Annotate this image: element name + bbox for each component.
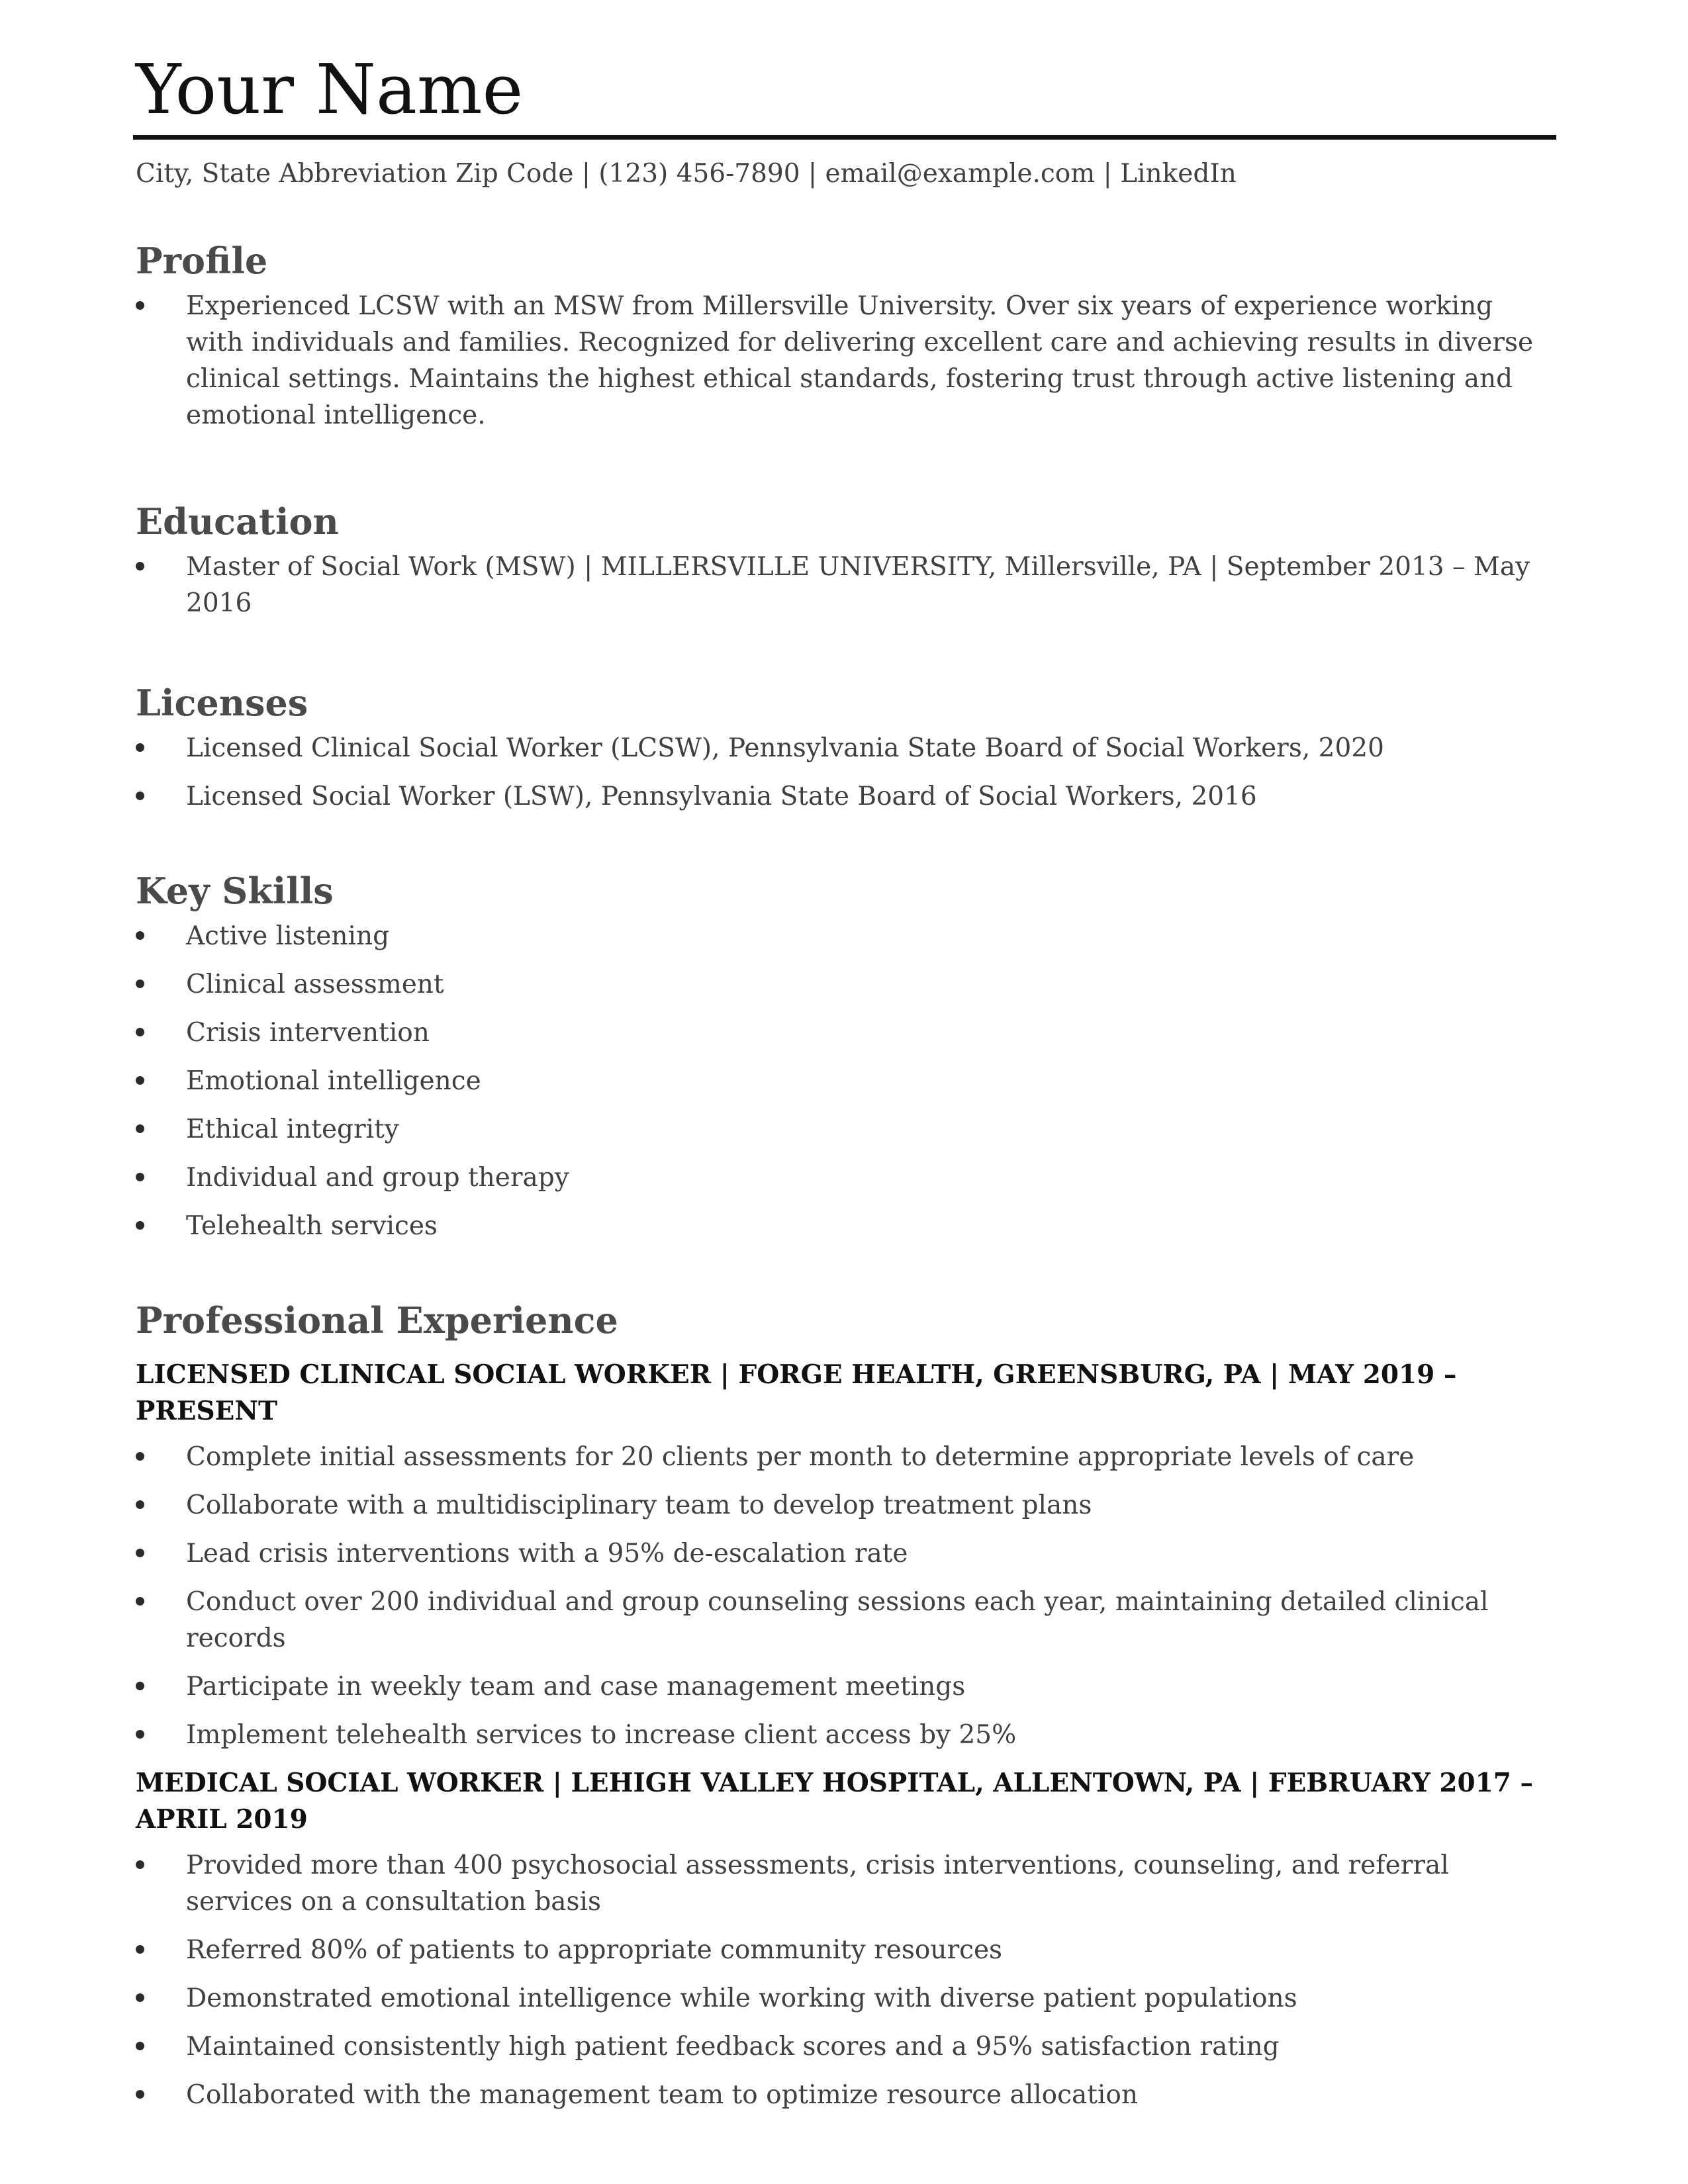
list-item: Collaborate with a multidisciplinary team to develop treatment plans	[136, 1487, 1552, 1524]
bullet-icon	[136, 1221, 144, 1230]
bullet-icon	[136, 743, 144, 752]
bullet-icon	[136, 1452, 144, 1461]
job-heading: LICENSED CLINICAL SOCIAL WORKER | FORGE HEALTH, GREENSBURG, PA | MAY 2019 – PRESENT	[136, 1359, 1457, 1426]
profile-list	[136, 288, 1552, 433]
section-title-profile: Profile	[136, 240, 268, 282]
list-item: Emotional intelligence	[136, 1063, 1552, 1099]
bullet-icon	[136, 979, 144, 988]
resume-name: Your Name	[136, 49, 524, 130]
education-list	[136, 549, 1552, 621]
section-title-key-skills: Key Skills	[136, 870, 334, 912]
name-divider	[133, 135, 1556, 140]
job-heading: MEDICAL SOCIAL WORKER | LEHIGH VALLEY HOSPITAL, ALLENTOWN, PA | FEBRUARY 2017 – APRIL 2019	[136, 1768, 1534, 1835]
job-duties-list	[136, 1439, 1552, 1753]
job-duties-list	[136, 1847, 1552, 2113]
bullet-icon	[136, 1993, 144, 2002]
bullet-icon	[136, 1124, 144, 1133]
list-item: Complete initial assessments for 20 clients per month to determine appropriate levels of care	[136, 1439, 1552, 1475]
list-item: Crisis intervention	[136, 1015, 1552, 1051]
bullet-icon	[136, 1597, 144, 1606]
list-item: Lead crisis interventions with a 95% de-escalation rate	[136, 1535, 1552, 1572]
list-item: Collaborated with the management team to optimize resource allocation	[136, 2077, 1552, 2113]
list-item: Provided more than 400 psychosocial assessments, crisis interventions, counseling, and referral services on a consultation basis	[136, 1847, 1552, 1920]
list-item: Referred 80% of patients to appropriate community resources	[136, 1932, 1552, 1968]
list-item: Conduct over 200 individual and group counseling sessions each year, maintaining detailed clinical records	[136, 1584, 1552, 1657]
list-item: Maintained consistently high patient feedback scores and a 95% satisfaction rating	[136, 2028, 1552, 2065]
section-title-licenses: Licenses	[136, 682, 308, 724]
list-item: Licensed Clinical Social Worker (LCSW), Pennsylvania State Board of Social Workers, 2020	[136, 730, 1552, 766]
bullet-icon	[136, 1682, 144, 1690]
list-item: Implement telehealth services to increase client access by 25%	[136, 1717, 1552, 1753]
bullet-icon	[136, 301, 144, 310]
bullet-icon	[136, 1173, 144, 1181]
bullet-icon	[136, 1076, 144, 1085]
list-item: Participate in weekly team and case management meetings	[136, 1668, 1552, 1705]
bullet-icon	[136, 1028, 144, 1036]
bullet-icon	[136, 562, 144, 570]
list-item: Individual and group therapy	[136, 1160, 1552, 1196]
bullet-icon	[136, 2090, 144, 2099]
bullet-icon	[136, 2042, 144, 2050]
bullet-icon	[136, 1549, 144, 1557]
list-item: Experienced LCSW with an MSW from Millersville University. Over six years of experience working with individuals and families. Recognized for delivering excellent care and achieving results in diverse clinical settings. Maintains the highest ethical standards, fostering trust through active listening and emotional intelligence.	[136, 288, 1552, 433]
bullet-icon	[136, 1945, 144, 1954]
bullet-icon	[136, 792, 144, 800]
bullet-icon	[136, 1730, 144, 1739]
skills-list	[136, 918, 1552, 1244]
contact-line: City, State Abbreviation Zip Code | (123) 456-7890 | email@example.com | LinkedIn	[136, 159, 1237, 189]
resume-page	[136, 46, 1552, 2125]
list-item: Clinical assessment	[136, 966, 1552, 1003]
bullet-icon	[136, 931, 144, 940]
list-item: Active listening	[136, 918, 1552, 954]
licenses-list	[136, 730, 1552, 815]
bullet-icon	[136, 1860, 144, 1869]
list-item: Ethical integrity	[136, 1111, 1552, 1148]
section-title-education: Education	[136, 500, 339, 543]
section-title-experience: Professional Experience	[136, 1299, 618, 1342]
list-item: Master of Social Work (MSW) | MILLERSVILLE UNIVERSITY, Millersville, PA | September 2013 – May 2016	[136, 549, 1552, 621]
list-item: Demonstrated emotional intelligence while working with diverse patient populations	[136, 1980, 1552, 2017]
list-item: Licensed Social Worker (LSW), Pennsylvania State Board of Social Workers, 2016	[136, 778, 1552, 815]
list-item: Telehealth services	[136, 1208, 1552, 1244]
bullet-icon	[136, 1500, 144, 1509]
